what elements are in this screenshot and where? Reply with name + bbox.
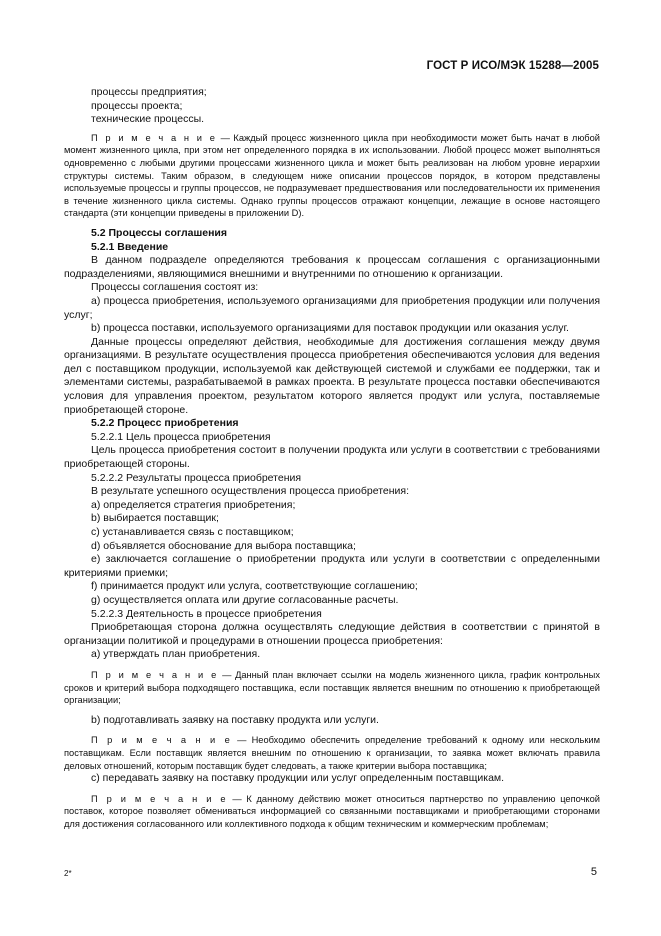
subsection-heading: 5.2.2 Процесс приобретения bbox=[91, 417, 239, 430]
body-paragraph: В результате успешного осуществления процесса приобретения: bbox=[91, 485, 409, 498]
body-paragraph: Цель процесса приобретения состоит в получении продукта или услуги в соответствии с требованиями приобретающей стороны. bbox=[64, 444, 600, 471]
body-paragraph: Приобретающая сторона должна осуществлять следующие действия в соответствии с принятой в организации политикой и процедурами в отношении процесса приобретения: bbox=[64, 621, 600, 647]
note-paragraph bbox=[64, 132, 600, 220]
list-item: b) подготавливать заявку на поставку продукта или услуги. bbox=[91, 713, 379, 726]
list-item: a) определяется стратегия приобретения; bbox=[91, 498, 296, 511]
note-text: — Данный план включает ссылки на модель жизненного цикла, график контрольных сроков и критерий выбора подходящего поставщика, если поставщик является внешним по отношению к приобретающей организации; bbox=[64, 669, 600, 706]
list-item: процессы проекта; bbox=[91, 99, 183, 112]
body-paragraph: Данные процессы определяют действия, необходимые для достижения соглашения между двумя организациями. В результате осуществления процесса приобретения обеспечиваются условия для ведения дел с поставщиком продукции, используемой как действующей системой и службами ее поддержки, так и элементами системы, разрабатываемой в рамках проекта. В результате процесса поставки обеспечиваются условия для управления проектом, результатом которого является продукт или услуга, поставляемые приобретающей стороне. bbox=[64, 335, 600, 416]
page-number: 5 bbox=[590, 866, 597, 878]
list-item: процессы предприятия; bbox=[91, 86, 207, 98]
list-item: c) устанавливается связь с поставщиком; bbox=[91, 526, 294, 538]
document-header-title: ГОСТ Р ИСО/МЭК 15288—2005 bbox=[426, 60, 599, 72]
note-label: П р и м е ч а н и е bbox=[91, 793, 228, 804]
list-item: a) утверждать план приобретения. bbox=[91, 648, 261, 661]
body-paragraph: b) процесса поставки, используемого организациями для поставок продукции или оказания услуг. bbox=[91, 322, 569, 335]
sheet-mark: 2* bbox=[64, 869, 72, 878]
note-paragraph bbox=[64, 669, 600, 707]
list-item: технические процессы. bbox=[91, 113, 205, 126]
page-content bbox=[64, 86, 600, 830]
note-label: П р и м е ч а н и е bbox=[91, 735, 232, 746]
body-paragraph: a) процесса приобретения, используемого организациями для приобретения продукции или получения услуг; bbox=[64, 294, 600, 321]
body-paragraph: Процессы соглашения состоят из: bbox=[91, 281, 259, 294]
section-heading: 5.2 Процессы соглашения bbox=[91, 226, 227, 239]
body-paragraph: В данном подразделе определяются требования к процессам соглашения с организационными подразделениями, являющимися внешними и внутренними по отношению к организации. bbox=[64, 254, 600, 280]
clause-heading: 5.2.2.2 Результаты процесса приобретения bbox=[91, 471, 302, 484]
list-item: e) заключается соглашение о приобретении продукта или услуги в соответствии с определенными критериями приемки; bbox=[64, 553, 600, 579]
note-paragraph bbox=[64, 793, 600, 831]
note-label: П р и м е ч а н и е bbox=[91, 132, 218, 143]
list-item: g) осуществляется оплата или другие согласованные расчеты. bbox=[91, 593, 399, 606]
subsection-heading: 5.2.1 Введение bbox=[91, 240, 169, 253]
list-item: c) передавать заявку на поставку продукции или услуг определенным поставщикам. bbox=[91, 772, 505, 785]
list-item: d) объявляется обоснование для выбора поставщика; bbox=[91, 539, 356, 552]
note-label: П р и м е ч а н и е bbox=[91, 669, 219, 680]
note-text: — К данному действию может относиться партнерство по управлению цепочкой поставок, которое позволяет обмениваться информацией со связанными поставщиками и приобретающими сторонами для достижения согласованного или коллективного подхода к общим техническим и коммерческим проблемам; bbox=[64, 793, 600, 829]
note-text: — Необходимо обеспечить определение требований к одному или нескольким поставщикам. Если поставщик является внешним по отношению к организации, то заявка может включать правила деловых отношений, которым поставщик будет следовать, а также критерии выбора поставщика; bbox=[64, 735, 600, 771]
list-item: b) выбирается поставщик; bbox=[91, 512, 219, 525]
note-text: — Каждый процесс жизненного цикла при необходимости может быть начат в любой момент жизненного цикла, при этом нет определенного порядка в их использовании. Любой процесс может выполняться одновременно с любыми другими процессами жизненного цикла и может быть реализован на любом уровне иерархии структуры системы. Таким образом, в следующем ниже описании процессов порядок, в котором представлены используемые процессы и группы процессов, не подразумевает предшествования или последовательности их применения в течение жизненного цикла системы. Однако группы процессов отражают концепции, лежащие в основе настоящего стандарта (эти концепции приведены в приложении D). bbox=[64, 132, 600, 219]
note-paragraph bbox=[64, 734, 600, 772]
clause-heading: 5.2.2.1 Цель процесса приобретения bbox=[91, 430, 271, 443]
list-item: f) принимается продукт или услуга, соответствующие соглашению; bbox=[91, 580, 418, 593]
clause-heading: 5.2.2.3 Деятельность в процессе приобретения bbox=[91, 607, 322, 620]
